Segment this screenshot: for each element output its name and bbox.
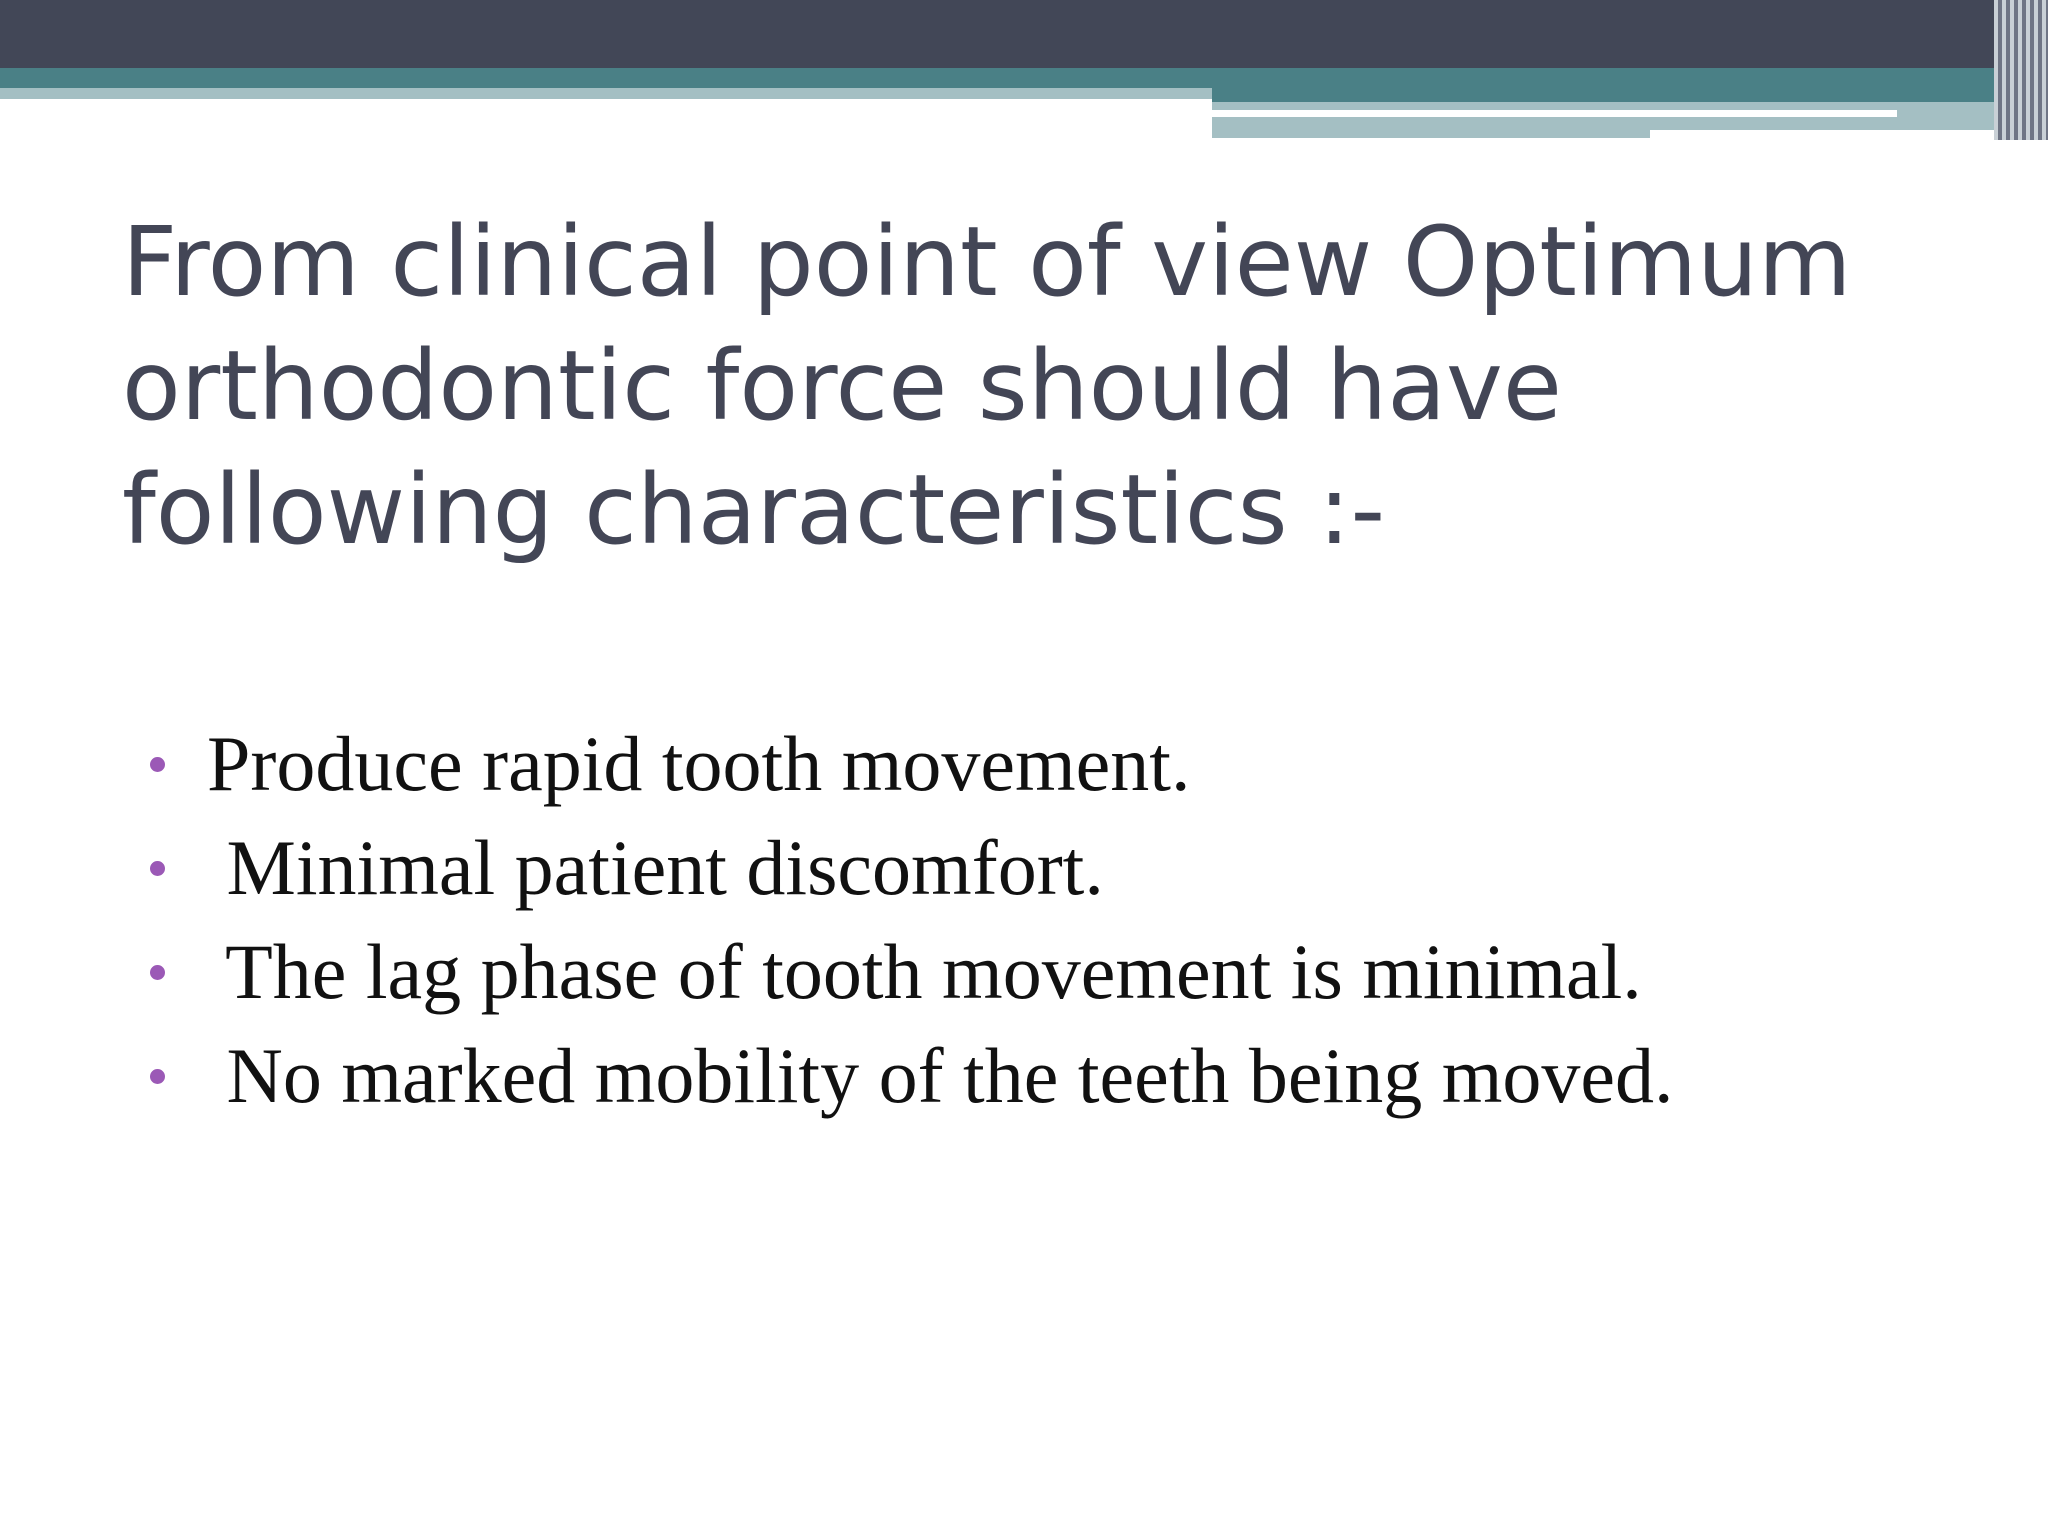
header-band-dark [0, 0, 2048, 68]
header-band-teal-right [1212, 88, 2048, 102]
header-accent-line-lower [1650, 130, 2048, 138]
header-band-teal [0, 68, 2048, 88]
bullet-item [150, 1024, 2010, 1128]
bullet-item [150, 816, 2010, 920]
bullet-text: No marked mobility of the teeth being moved. [207, 1032, 1674, 1119]
bullet-dot-icon [150, 965, 165, 980]
bullet-item [150, 920, 2010, 1024]
bullet-text: Produce rapid tooth movement. [207, 720, 1191, 807]
bullet-item [150, 712, 2010, 816]
bullet-dot-icon [150, 861, 165, 876]
bullet-text: The lag phase of tooth movement is minimal. [207, 928, 1642, 1015]
edge-stripes-decoration [1994, 0, 2048, 140]
bullet-list [150, 712, 2010, 1128]
slide-title: From clinical point of view Optimum orthodontic force should have following characteristics :- [122, 206, 1852, 566]
header-accent-line [1212, 110, 1897, 117]
header-band-light [0, 88, 1212, 99]
bullet-dot-icon [150, 1069, 165, 1084]
bullet-text: Minimal patient discomfort. [207, 824, 1104, 911]
bullet-dot-icon [150, 757, 165, 772]
